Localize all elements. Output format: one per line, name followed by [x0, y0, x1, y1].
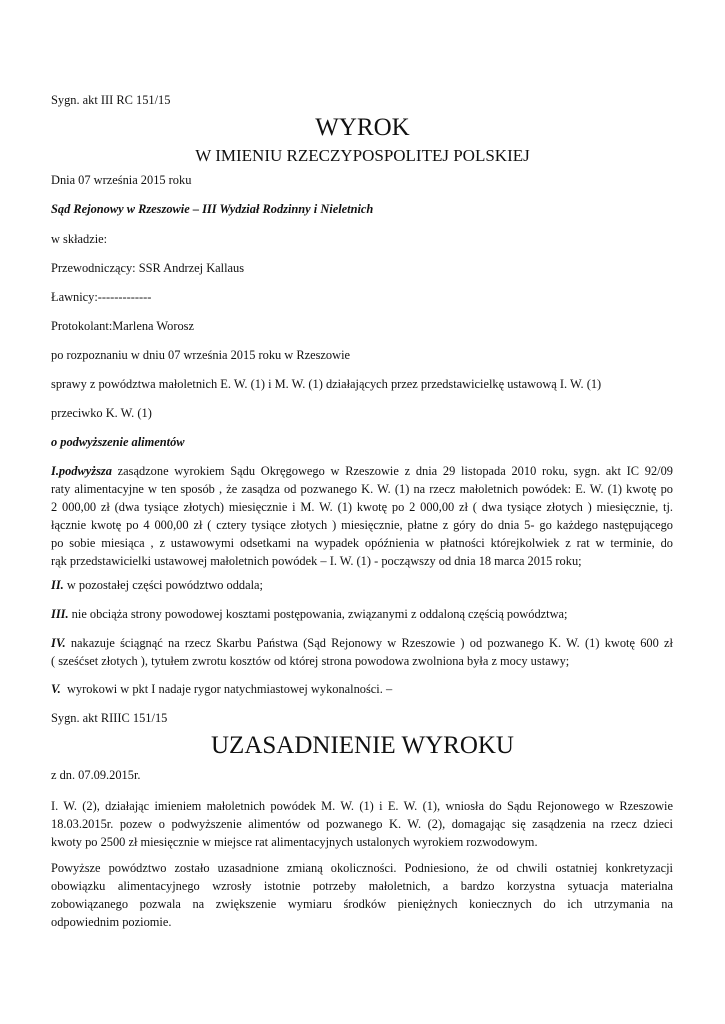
justification-case-number: Sygn. akt RIIIC 151/15	[51, 711, 168, 725]
verdict-point-4-line-1: IV. nakazuje ściągnąć na rzecz Skarbu Państwa (Sąd Rejonowy w Rzeszowie ) od pozwanego K. W. (1) kwotę 600 zł	[51, 636, 673, 650]
justification-para-2-line-3: zobowiązanego pozwala na zwiększenie wymiaru środków pieniężnych koniecznych do ich utrzymania na	[51, 897, 673, 911]
verdict-point-2-label: II.	[51, 578, 64, 592]
case-parties: sprawy z powództwa małoletnich E. W. (1) i M. W. (1) działających przez przedstawicielkę ustawową I. W. (1)	[51, 377, 602, 391]
lay-judges: Ławnicy:-------------	[51, 290, 152, 304]
verdict-title: WYROK	[315, 114, 410, 141]
verdict-subtitle: W IMIENIU RZECZYPOSPOLITEJ POLSKIEJ	[195, 146, 530, 165]
verdict-point-3-label: III.	[51, 607, 69, 621]
justification-title: UZASADNIENIE WYROKU	[211, 732, 514, 759]
presiding-judge: Przewodniczący: SSR Andrzej Kallaus	[51, 261, 245, 275]
composition-label: w składzie:	[51, 232, 108, 246]
verdict-point-2: II. w pozostałej części powództwo oddala;	[51, 578, 263, 592]
verdict-point-1-line-5: po sobie miesiąca , z ustawowymi odsetkami na wypadek opóźnienia w płatności którejkolwiek z rat w terminie, do	[51, 536, 673, 550]
verdict-point-4-label: IV.	[51, 636, 66, 650]
justification-para-1-line-1: I. W. (2), działając imieniem małoletnich powódek M. W. (1) i E. W. (1), wniosła do Sądu Rejonowego w Rzeszowie	[51, 799, 673, 813]
justification-para-1-line-2: 18.03.2015r. pozew o podwyższenie alimentów od pozwanego K. W. (2), domagając się zasądzenia na rzecz dzieci	[51, 817, 673, 831]
verdict-point-1-line-6: rąk przedstawicielki ustawowej małoletnich powódek – I. W. (1) - począwszy od dnia 18 marca 2015 roku;	[51, 554, 582, 568]
verdict-point-5: V. wyrokowi w pkt I nadaje rygor natychmiastowej wykonalności. –	[51, 682, 393, 696]
verdict-point-4-line-2: ( sześćset złotych ), tytułem zwrotu kosztów od której strona powodowa zwolniona była z mocy ustawy;	[51, 654, 570, 668]
verdict-date: Dnia 07 września 2015 roku	[51, 173, 192, 187]
case-subject: o podwyższenie alimentów	[51, 435, 185, 449]
case-number: Sygn. akt III RC 151/15	[51, 93, 171, 107]
verdict-point-1-line-4: łącznie kwotę po 4 000,00 zł ( cztery tysiące złotych ) miesięcznie, płatne z góry do dnia 5- go każdego następującego	[51, 518, 673, 532]
justification-para-2-line-2: obowiązku alimentacyjnego wzrosły istotnie potrzeby małoletnich, a bardzo korzystna sytuacja materialna	[51, 879, 673, 893]
verdict-point-1-line-2: raty alimentacyjne w ten sposób , że zasądza od pozwanego K. W. (1) na rzecz małoletnich powódek: E. W. (1) kwotę po	[51, 482, 673, 496]
justification-para-2-line-4: odpowiednim poziomie.	[51, 915, 172, 929]
court-name: Sąd Rejonowy w Rzeszowie – III Wydział Rodzinny i Nieletnich	[51, 202, 374, 216]
court-reporter: Protokolant:Marlena Worosz	[51, 319, 194, 333]
hearing-info: po rozpoznaniu w dniu 07 września 2015 roku w Rzeszowie	[51, 348, 351, 362]
defendant: przeciwko K. W. (1)	[51, 406, 152, 420]
verdict-point-1-line-1: I.podwyższa zasądzone wyrokiem Sądu Okręgowego w Rzeszowie z dnia 29 listopada 2010 roku, sygn. akt IC 92/09	[51, 464, 673, 478]
justification-para-1-line-3: kwoty po 2500 zł miesięcznie w miejsce rat alimentacyjnych ustalonych wyrokiem rozwodowym.	[51, 835, 538, 849]
verdict-point-3: III. nie obciąża strony powodowej kosztami postępowania, związanymi z oddaloną częścią powództwa;	[51, 607, 568, 621]
verdict-point-1-line-3: 2 000,00 zł (dwa tysiące złotych) miesięcznie i M. W. (1) kwotę po 2 000,00 zł ( dwa tysiące złotych ) miesięcznie, tj.	[51, 500, 673, 514]
verdict-point-1-label: I.podwyższa	[51, 464, 112, 478]
justification-date: z dn. 07.09.2015r.	[51, 768, 141, 782]
justification-para-2-line-1: Powyższe powództwo zostało uzasadnione zmianą okoliczności. Podniesiono, że od chwili ostatniej konkretyzacji	[51, 861, 673, 875]
verdict-point-5-label: V.	[51, 682, 61, 696]
